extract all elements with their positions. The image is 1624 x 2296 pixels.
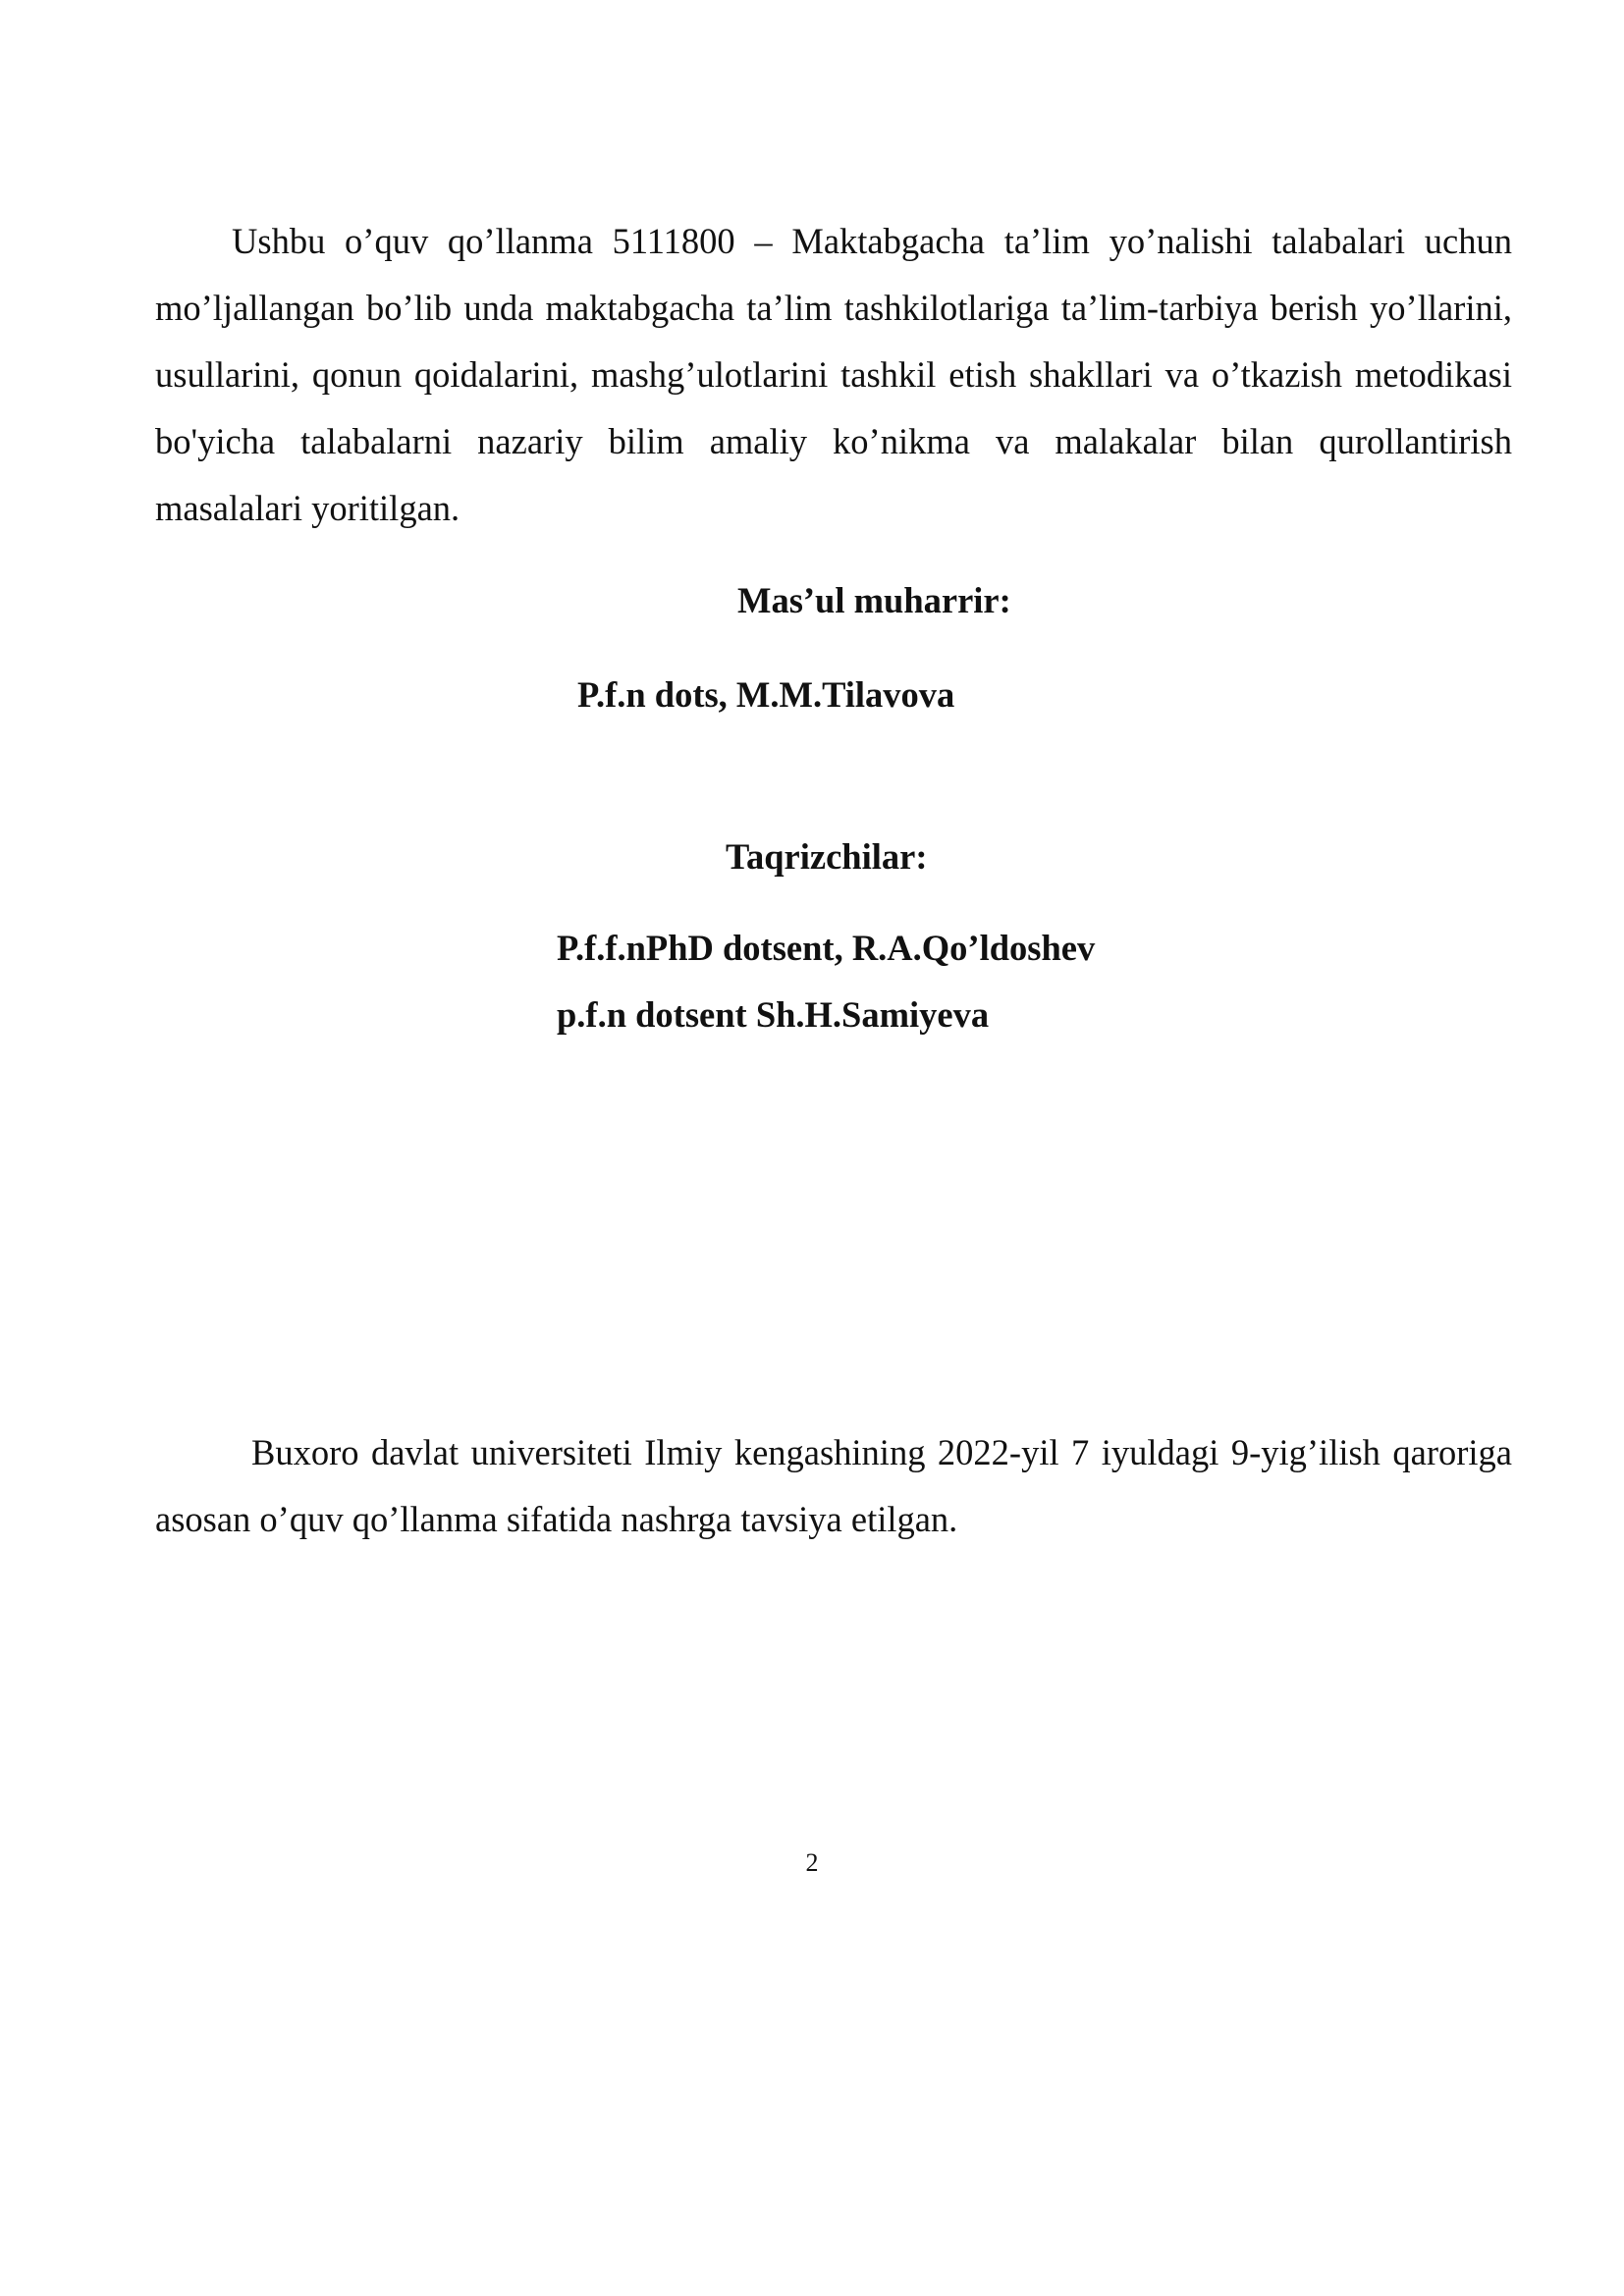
intro-paragraph: Ushbu o’quv qo’llanma 5111800 – Maktabgacha ta’lim yo’nalishi talabalari uchun mo’ljallangan bo’lib unda maktabgacha ta’lim tashkilotlariga ta’lim-tarbiya berish yo’llarini, usullarini, qonun qoidalarini, mashg’ulotlarini tashkil etish shakllari va o’tkazish metodikasi bo'yicha talabalarni nazariy bilim amaliy ko’nikma va malakalar bilan qurollantirish masalalari yoritilgan. bbox=[155, 221, 1512, 528]
approval-paragraph: Buxoro davlat universiteti Ilmiy kengashining 2022-yil 7 iyuldagi 9-yig’ilish qaroriga asosan o’quv qo’llanma sifatida nashrga tavsiya etilgan. bbox=[155, 1432, 1512, 1539]
reviewer-name: p.f.n dotsent Sh.H.Samiyeva bbox=[557, 994, 990, 1035]
editor-heading: Mas’ul muharrir: bbox=[737, 580, 1011, 620]
editor-name: P.f.n dots, M.M.Tilavova bbox=[577, 674, 955, 715]
reviewer-name: P.f.f.nPhD dotsent, R.A.Qo’ldoshev bbox=[557, 928, 1096, 968]
page-number: 2 bbox=[805, 1848, 819, 1877]
reviewers-heading: Taqrizchilar: bbox=[726, 836, 928, 877]
